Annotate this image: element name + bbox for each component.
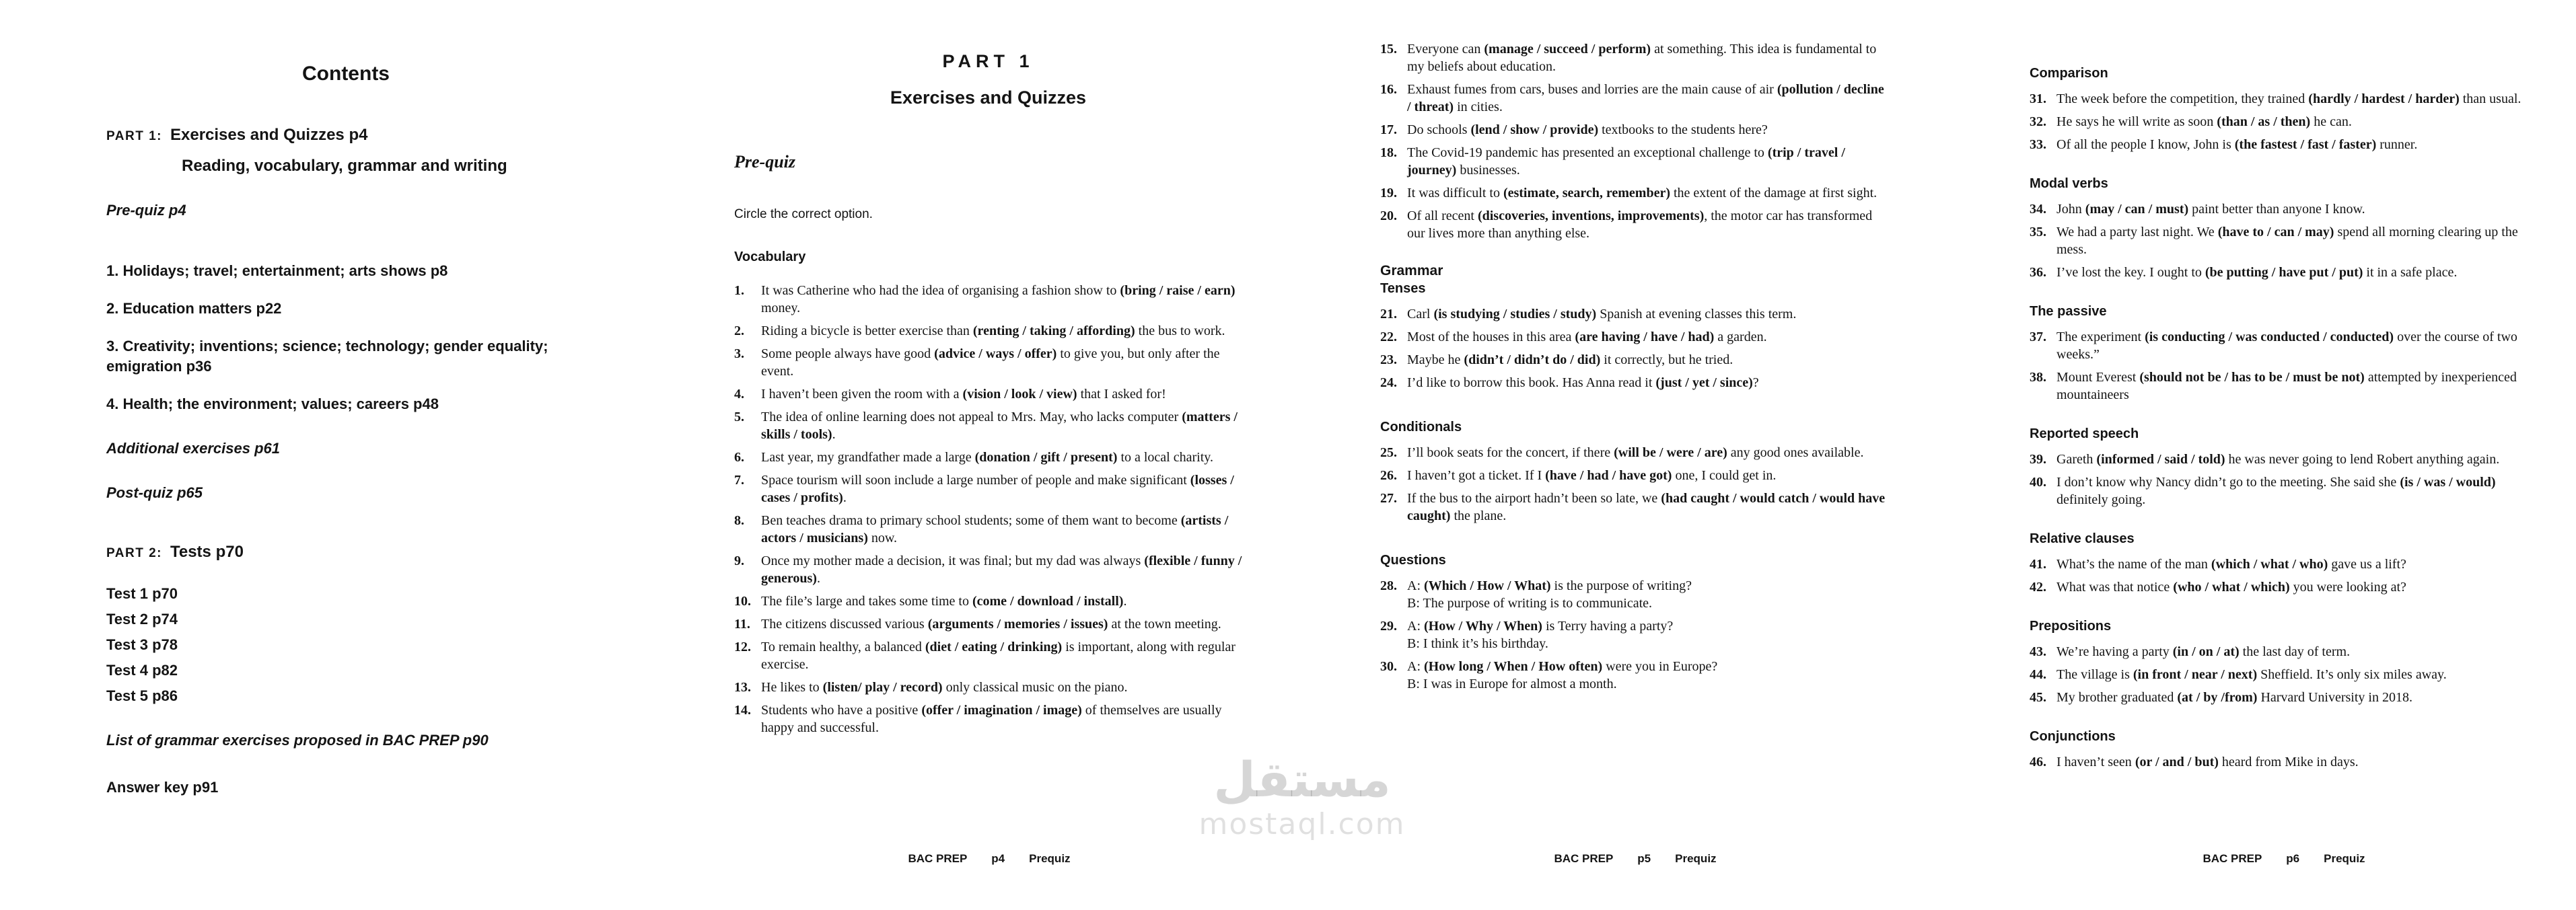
quiz-item xyxy=(1380,207,1888,242)
contents-entry xyxy=(106,660,585,681)
quiz-item xyxy=(734,449,1242,466)
quiz-item xyxy=(1380,351,1888,369)
section-heading: The passive xyxy=(2030,304,2107,319)
contents-entry xyxy=(106,200,585,221)
quiz-item-number: 27. xyxy=(1380,491,1397,506)
quiz-item-text: The citizens discussed various (arguments / memories / issues) at the town meeting. xyxy=(761,617,1221,632)
quiz-item-number: 30. xyxy=(1380,659,1397,674)
quiz-item-text: I haven’t been given the room with a (vision / look / view) that I asked for! xyxy=(761,387,1166,402)
section-heading: Conditionals xyxy=(1380,420,1462,434)
quiz-item-number: 31. xyxy=(2030,91,2046,106)
quiz-item-text: Some people always have good (advice / ways / offer) to give you, but only after the event. xyxy=(761,346,1220,379)
quiz-item-number: 39. xyxy=(2030,452,2046,467)
quiz-item xyxy=(2030,369,2538,404)
quiz-item xyxy=(734,471,1242,506)
quiz-item xyxy=(734,615,1242,633)
quiz-item xyxy=(1380,40,1888,75)
grammar-section xyxy=(1380,552,1888,693)
quiz-item-number: 14. xyxy=(734,703,751,718)
quiz-item-text: Riding a bicycle is better exercise than (renting / taking / affording) the bus to work. xyxy=(761,324,1225,338)
quiz-item-text: What’s the name of the man (which / what / who) gave us a lift? xyxy=(2056,557,2406,572)
section-heading: Relative clauses xyxy=(2030,531,2135,546)
grammar-section xyxy=(2030,425,2538,508)
section-items xyxy=(2030,328,2538,404)
contents-entry-text: Exercises and Quizzes p4 xyxy=(170,126,368,144)
quiz-item xyxy=(2030,556,2538,573)
grammar-section xyxy=(1380,418,1888,525)
quiz-item-number: 21. xyxy=(1380,307,1397,321)
quiz-item xyxy=(734,512,1242,547)
section-items xyxy=(2030,451,2538,508)
section-items xyxy=(2030,753,2538,771)
part-kicker: PART 1 xyxy=(942,51,1034,71)
quiz-item xyxy=(734,282,1242,317)
quiz-item-number: 42. xyxy=(2030,580,2046,595)
quiz-item-text: Last year, my grandfather made a large (donation / gift / present) to a local charity. xyxy=(761,450,1213,465)
quiz-item-text: I haven’t seen (or / and / but) heard from Mike in days. xyxy=(2056,755,2359,769)
quiz-item-text: Exhaust fumes from cars, buses and lorries are the main cause of air (pollution / decline / threat) in cities. xyxy=(1407,82,1884,114)
quiz-item-text: Maybe he (didn’t / didn’t do / did) it correctly, but he tried. xyxy=(1407,352,1733,367)
section-heading: Comparison xyxy=(2030,66,2108,81)
section-heading: Tenses xyxy=(1380,281,1426,296)
contents-entry xyxy=(106,261,585,281)
contents-entry xyxy=(106,156,585,176)
quiz-item-text: We had a party last night. We (have to / can / may) spend all morning clearing up the mess. xyxy=(2056,225,2518,257)
quiz-item-number: 25. xyxy=(1380,445,1397,460)
quiz-item-number: 15. xyxy=(1380,42,1397,56)
contents-entry xyxy=(106,439,585,459)
quiz-item-number: 16. xyxy=(1380,82,1397,97)
footer-page-number: p4 xyxy=(991,852,1005,865)
contents-entry-text: Test 3 p78 xyxy=(106,636,178,653)
vocabulary-items xyxy=(734,282,1242,736)
quiz-item xyxy=(1380,144,1888,179)
quiz-item-text: The Covid-19 pandemic has presented an exceptional challenge to (trip / travel / journey) businesses. xyxy=(1407,145,1845,178)
quiz-item-number: 44. xyxy=(2030,667,2046,682)
quiz-item xyxy=(2030,578,2538,596)
contents-entry xyxy=(106,635,585,655)
quiz-item-text: Ben teaches drama to primary school students; some of them want to become (artists / actors / musicians) now. xyxy=(761,513,1229,545)
contents-entry-text: 1. Holidays; travel; entertainment; arts shows p8 xyxy=(106,262,448,279)
footer-label: Prequiz xyxy=(1029,852,1071,865)
page-title: Exercises and Quizzes xyxy=(890,87,1087,108)
quiz-item xyxy=(734,552,1242,587)
quiz-item xyxy=(1380,81,1888,116)
contents-entry-prefix: PART 2: xyxy=(106,546,162,560)
contents-entry-text: 2. Education matters p22 xyxy=(106,300,282,317)
quiz-item-number: 38. xyxy=(2030,370,2046,385)
quiz-item-text: Most of the houses in this area (are having / have / had) a garden. xyxy=(1407,330,1767,344)
quiz-item-text: Gareth (informed / said / told) he was never going to lend Robert anything again. xyxy=(2056,452,2500,467)
contents-entry-prefix: PART 1: xyxy=(106,129,162,143)
quiz-item-number: 2. xyxy=(734,324,744,338)
vocabulary-items-continued xyxy=(1380,40,1888,242)
grammar-heading: Grammar xyxy=(1380,263,1443,278)
section-items xyxy=(2030,90,2538,153)
section-heading: Modal verbs xyxy=(2030,176,2108,191)
quiz-item xyxy=(734,593,1242,610)
quiz-item xyxy=(734,408,1242,443)
quiz-item-text: A: (How / Why / When) is Terry having a party? B: I think it’s his birthday. xyxy=(1407,619,1674,651)
footer-page-number: p6 xyxy=(2286,852,2300,865)
section-items xyxy=(2030,556,2538,596)
quiz-item-text: I’d like to borrow this book. Has Anna read it (just / yet / since)? xyxy=(1407,375,1759,390)
contents-entry-text: Answer key p91 xyxy=(106,779,219,796)
quiz-item xyxy=(734,345,1242,380)
contents-entry-text: Test 2 p74 xyxy=(106,611,178,628)
page-footer xyxy=(1501,851,1770,866)
quiz-item-number: 22. xyxy=(1380,330,1397,344)
quiz-item xyxy=(2030,451,2538,468)
quiz-item-number: 29. xyxy=(1380,619,1397,634)
quiz-item-text: The idea of online learning does not appeal to Mrs. May, who lacks computer (matters / skills / tools). xyxy=(761,410,1238,442)
contents-entry-text: Test 1 p70 xyxy=(106,585,178,602)
section-heading: Conjunctions xyxy=(2030,729,2116,744)
quiz-item-number: 24. xyxy=(1380,375,1397,390)
quiz-item-text: I’ve lost the key. I ought to (be putting / have put / put) it in a safe place. xyxy=(2056,265,2458,280)
watermark xyxy=(1144,752,1460,842)
contents-entry-text: Pre-quiz p4 xyxy=(106,202,186,219)
section-items xyxy=(2030,200,2538,281)
contents-entry xyxy=(106,609,585,630)
grammar-section xyxy=(2030,530,2538,596)
quiz-item xyxy=(734,385,1242,403)
quiz-item xyxy=(1380,467,1888,484)
contents-page xyxy=(106,62,585,798)
quiz-item-text: The file’s large and takes some time to (come / download / install). xyxy=(761,594,1127,609)
contents-entry-text: Test 4 p82 xyxy=(106,662,178,679)
grammar-section xyxy=(2030,303,2538,404)
quiz-item-number: 13. xyxy=(734,680,751,695)
quiz-item-number: 5. xyxy=(734,410,744,424)
contents-entry-text: Additional exercises p61 xyxy=(106,440,280,457)
contents-entry xyxy=(106,125,585,147)
section-items xyxy=(2030,643,2538,706)
quiz-item-text: What was that notice (who / what / which) you were looking at? xyxy=(2056,580,2406,595)
quiz-item-number: 11. xyxy=(734,617,750,632)
contents-entry-text: 4. Health; the environment; values; careers p48 xyxy=(106,395,439,412)
quiz-item-number: 7. xyxy=(734,473,744,488)
quiz-item xyxy=(1380,328,1888,346)
quiz-item-number: 3. xyxy=(734,346,744,361)
prequiz-heading: Pre-quiz xyxy=(734,152,795,172)
quiz-item-number: 45. xyxy=(2030,690,2046,705)
quiz-item xyxy=(2030,223,2538,258)
contents-list xyxy=(106,125,585,798)
footer-page-number: p5 xyxy=(1637,852,1651,865)
section-items xyxy=(1380,577,1888,693)
quiz-item xyxy=(2030,473,2538,508)
quiz-item-text: Of all the people I know, John is (the fastest / fast / faster) runner. xyxy=(2056,137,2418,152)
quiz-item-text: Mount Everest (should not be / has to be / must be not) attempted by inexperienced mountaineers xyxy=(2056,370,2517,402)
contents-entry xyxy=(106,483,585,503)
quiz-item-number: 33. xyxy=(2030,137,2046,152)
page-p6 xyxy=(2030,43,2538,776)
grammar-section xyxy=(2030,65,2538,153)
quiz-item-text: A: (Which / How / What) is the purpose of writing? B: The purpose of writing is to communicate. xyxy=(1407,578,1692,611)
quiz-item xyxy=(1380,658,1888,693)
quiz-item-number: 10. xyxy=(734,594,751,609)
quiz-item-number: 26. xyxy=(1380,468,1397,483)
contents-entry xyxy=(106,730,585,751)
grammar-section xyxy=(1380,280,1888,391)
quiz-item xyxy=(2030,689,2538,706)
footer-brand: BAC PREP xyxy=(908,852,968,865)
quiz-item xyxy=(2030,90,2538,108)
quiz-item-number: 37. xyxy=(2030,330,2046,344)
contents-entry xyxy=(106,778,585,798)
quiz-item-number: 1. xyxy=(734,283,744,298)
page-footer xyxy=(2149,851,2419,866)
quiz-item-text: If the bus to the airport hadn’t been so late, we (had caught / would catch / would have caught) the plane. xyxy=(1407,491,1886,523)
contents-entry-text: Tests p70 xyxy=(170,543,244,561)
quiz-item-number: 20. xyxy=(1380,208,1397,223)
quiz-item-text: I haven’t got a ticket. If I (have / had / have got) one, I could get in. xyxy=(1407,468,1777,483)
quiz-item-text: Carl (is studying / studies / study) Spanish at evening classes this term. xyxy=(1407,307,1797,321)
footer-label: Prequiz xyxy=(2324,852,2365,865)
contents-entry-text: Reading, vocabulary, grammar and writing xyxy=(182,157,507,175)
contents-title: Contents xyxy=(302,63,390,85)
contents-entry-text: 3. Creativity; inventions; science; technology; gender equality; emigration p36 xyxy=(106,338,548,375)
contents-entry-text: Test 5 p86 xyxy=(106,687,178,704)
quiz-item xyxy=(1380,577,1888,612)
quiz-item xyxy=(2030,113,2538,130)
quiz-item-number: 23. xyxy=(1380,352,1397,367)
grammar-section xyxy=(2030,617,2538,706)
footer-label: Prequiz xyxy=(1675,852,1717,865)
quiz-item-text: I don’t know why Nancy didn’t go to the meeting. She said she (is / was / would) definitely going. xyxy=(2056,475,2496,507)
contents-entry xyxy=(106,584,585,604)
quiz-item-text: Everyone can (manage / succeed / perform) at something. This idea is fundamental to my beliefs about education. xyxy=(1407,42,1877,74)
footer-brand: BAC PREP xyxy=(2203,852,2262,865)
grammar-section xyxy=(2030,175,2538,281)
quiz-item-text: Space tourism will soon include a large number of people and make significant (losses / cases / profits). xyxy=(761,473,1234,505)
quiz-item xyxy=(2030,136,2538,153)
quiz-item-number: 6. xyxy=(734,450,744,465)
quiz-item-number: 18. xyxy=(1380,145,1397,160)
quiz-item-number: 32. xyxy=(2030,114,2046,129)
grammar-sections xyxy=(2030,65,2538,771)
page-p4 xyxy=(734,50,1242,742)
quiz-item-text: We’re having a party (in / on / at) the last day of term. xyxy=(2056,644,2351,659)
quiz-item-text: Students who have a positive (offer / imagination / image) of themselves are usually happy and successful. xyxy=(761,703,1222,735)
quiz-item-number: 28. xyxy=(1380,578,1397,593)
quiz-item-text: John (may / can / must) paint better than anyone I know. xyxy=(2056,202,2365,217)
quiz-item-number: 17. xyxy=(1380,122,1397,137)
quiz-item xyxy=(2030,753,2538,771)
contents-entry-text: Post-quiz p65 xyxy=(106,484,203,501)
quiz-item xyxy=(2030,666,2538,683)
page-footer xyxy=(855,851,1124,866)
quiz-item xyxy=(1380,444,1888,461)
section-items xyxy=(1380,444,1888,525)
quiz-item-number: 40. xyxy=(2030,475,2046,490)
quiz-item-text: He says he will write as soon (than / as / then) he can. xyxy=(2056,114,2352,129)
quiz-item-text: Of all recent (discoveries, inventions, improvements), the motor car has transformed our lives more than anything else. xyxy=(1407,208,1873,241)
instruction-text: Circle the correct option. xyxy=(734,207,873,221)
contents-entry xyxy=(106,394,585,414)
page-p5 xyxy=(1380,40,1888,698)
quiz-item xyxy=(2030,200,2538,218)
quiz-item xyxy=(734,679,1242,696)
quiz-item-text: He likes to (listen/ play / record) only classical music on the piano. xyxy=(761,680,1128,695)
quiz-item xyxy=(734,638,1242,673)
quiz-item xyxy=(2030,328,2538,363)
contents-entry xyxy=(106,299,585,319)
contents-entry xyxy=(106,542,585,564)
grammar-section xyxy=(2030,728,2538,771)
quiz-item xyxy=(734,702,1242,736)
quiz-item xyxy=(2030,264,2538,281)
quiz-item-number: 9. xyxy=(734,554,744,568)
quiz-item-text: It was difficult to (estimate, search, remember) the extent of the damage at first sight. xyxy=(1407,186,1877,200)
quiz-item-text: To remain healthy, a balanced (diet / eating / drinking) is important, along with regular exercise. xyxy=(761,640,1236,672)
quiz-item xyxy=(734,322,1242,340)
quiz-item-number: 35. xyxy=(2030,225,2046,239)
quiz-item-text: It was Catherine who had the idea of organising a fashion show to (bring / raise / earn) money. xyxy=(761,283,1236,315)
watermark-latin: mostaql.com xyxy=(1198,807,1406,841)
section-items xyxy=(1380,305,1888,391)
quiz-item-text: The week before the competition, they trained (hardly / hardest / harder) than usual. xyxy=(2056,91,2521,106)
quiz-item-number: 46. xyxy=(2030,755,2046,769)
quiz-item-text: Once my mother made a decision, it was final; but my dad was always (flexible / funny / generous). xyxy=(761,554,1242,586)
quiz-item-number: 8. xyxy=(734,513,744,528)
quiz-item xyxy=(1380,305,1888,323)
quiz-item-number: 4. xyxy=(734,387,744,402)
quiz-item-text: The village is (in front / near / next) Sheffield. It’s only six miles away. xyxy=(2056,667,2447,682)
footer-brand: BAC PREP xyxy=(1554,852,1614,865)
quiz-item-number: 43. xyxy=(2030,644,2046,659)
quiz-item xyxy=(1380,490,1888,525)
watermark-arabic: مستقل xyxy=(1213,751,1391,808)
section-heading: Questions xyxy=(1380,553,1446,568)
quiz-item xyxy=(2030,643,2538,660)
quiz-item xyxy=(1380,374,1888,391)
contents-entry-text: List of grammar exercises proposed in BAC PREP p90 xyxy=(106,732,489,749)
grammar-sections xyxy=(1380,280,1888,693)
quiz-item-number: 34. xyxy=(2030,202,2046,217)
quiz-item-text: The experiment (is conducting / was conducted / conducted) over the course of two weeks.” xyxy=(2056,330,2517,362)
quiz-item-number: 36. xyxy=(2030,265,2046,280)
quiz-item xyxy=(1380,121,1888,139)
contents-entry xyxy=(106,686,585,706)
quiz-item-number: 19. xyxy=(1380,186,1397,200)
quiz-item-number: 12. xyxy=(734,640,751,654)
quiz-item-text: Do schools (lend / show / provide) textbooks to the students here? xyxy=(1407,122,1768,137)
quiz-item xyxy=(1380,184,1888,202)
quiz-item xyxy=(1380,617,1888,652)
vocabulary-heading: Vocabulary xyxy=(734,250,806,264)
quiz-item-number: 41. xyxy=(2030,557,2046,572)
contents-entry xyxy=(106,336,585,377)
quiz-item-text: I’ll book seats for the concert, if there (will be / were / are) any good ones available. xyxy=(1407,445,1864,460)
section-heading: Reported speech xyxy=(2030,426,2139,441)
section-heading: Prepositions xyxy=(2030,619,2112,634)
quiz-item-text: My brother graduated (at / by /from) Harvard University in 2018. xyxy=(2056,690,2412,705)
quiz-item-text: A: (How long / When / How often) were you in Europe? B: I was in Europe for almost a month. xyxy=(1407,659,1718,691)
